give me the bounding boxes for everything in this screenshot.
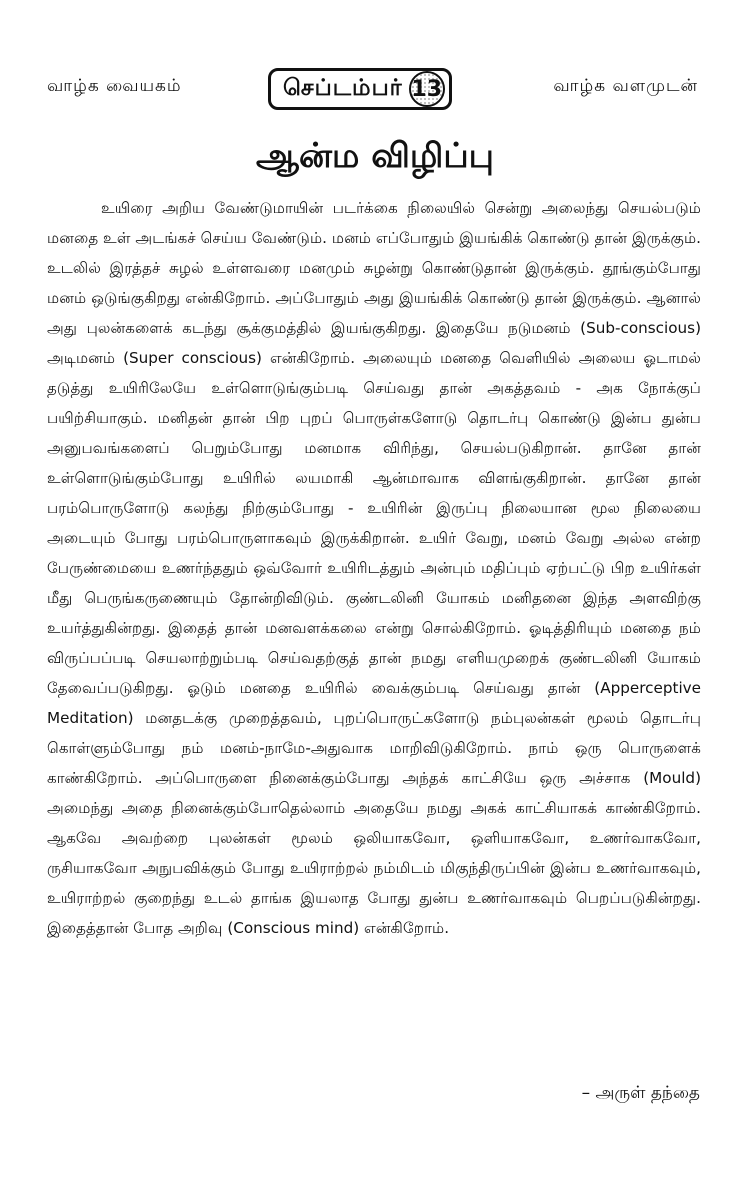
signature: – அருள் தந்தை [581,1083,700,1103]
date-month: செப்டம்பர் [283,74,403,101]
header-right-text: வாழ்க வளமுடன் [553,76,698,96]
date-badge [268,68,452,110]
date-day-circle: 13 [409,71,445,107]
body-paragraph: உயிரை அறிய வேண்டுமாயின் படர்க்கை நிலையில் சென்று அலைந்து செயல்படும் மனதை உள் அடங்கச் செய்ய வேண்டும். மனம் எப்போதும் இயங்கிக் கொண்டு தான் இருக்கும். உடலில் இரத்தச் சுழல் உள்ளவரை மனமும் சுழன்று கொண்டுதான் இருக்கும். தூங்கும்போது மனம் ஒடுங்குகிறது என்கிறோம். அப்போதும் அது இயங்கிக் கொண்டு தான் இருக்கும். ஆனால் அது புலன்களைக் கடந்து சூக்குமத்தில் இயங்குகிறது. இதையே நடுமனம் (Sub-conscious) அடிமனம் (Super conscious) என்கிறோம். அலையும் மனதை வெளியில் அலைய ஓடாமல் தடுத்து உயிரிலேயே உள்ளொடுங்கும்படி செய்வது தான் அகத்தவம் - அக நோக்குப் பயிற்சியாகும். மனிதன் தான் பிற புறப் பொருள்களோடு தொடர்பு கொண்டு இன்ப துன்ப அனுபவங்களைப் பெறும்போது மனமாக விரிந்து, செயல்படுகிறான். தானே தான் உள்ளொடுங்கும்போது உயிரில் லயமாகி ஆன்மாவாக விளங்குகிறான். தானே தான் பரம்பொருளோடு கலந்து நிற்கும்போது - உயிரின் இருப்பு நிலையான மூல நிலையை அடையும் போது பரம்பொருளாகவும் இருக்கிறான். உயிர் வேறு, மனம் வேறு அல்ல என்ற பேருண்மையை உணர்ந்ததும் ஒவ்வோர் உயிரிடத்தும் அன்பும் மதிப்பும் ஏற்பட்டு பிற உயிர்கள் மீது பெருங்கருணையும் தோன்றிவிடும். குண்டலினி யோகம் மனிதனை இந்த அளவிற்கு உயர்த்துகின்றது. இதைத் தான் மனவளக்கலை என்று சொல்கிறோம். ஓடித்திரியும் மனதை நம் விருப்பப்படி செயலாற்றும்படி செய்வதற்குத் தான் நமது எளியமுறைக் குண்டலினி யோகம் தேவைப்படுகிறது. ஓடும் மனதை உயிரில் வைக்கும்படி செய்வது தான் (Apperceptive Meditation) மனதடக்கு முறைத்தவம், புறப்பொருட்களோடு நம்புலன்கள் மூலம் தொடர்பு கொள்ளும்போது நம் மனம்-நாமே-அதுவாக மாறிவிடுகிறோம். நாம் ஒரு பொருளைக் காண்கிறோம். அப்பொருளை நினைக்கும்போது அந்தக் காட்சியே ஒரு அச்சாக (Mould) அமைந்து அதை நினைக்கும்போதெல்லாம் அதையே நமது அகக் காட்சியாகக் காண்கிறோம். ஆகவே அவற்றை புலன்கள் மூலம் ஒலியாகவோ, ஒளியாகவோ, உணர்வாகவோ, ருசியாகவோ அநுபவிக்கும் போது உயிராற்றல் நம்மிடம் மிகுந்திருப்பின் இன்ப உணர்வாகவும், உயிராற்றல் குறைந்து உடல் தாங்க இயலாத போது துன்ப உணர்வாகவும் பெறப்படுகின்றது. இதைத்தான் போத அறிவு (Conscious mind) என்கிறோம். [47,199,701,937]
header-left-text: வாழ்க வையகம் [47,76,182,96]
page-title: ஆன்ம விழிப்பு [256,136,494,176]
